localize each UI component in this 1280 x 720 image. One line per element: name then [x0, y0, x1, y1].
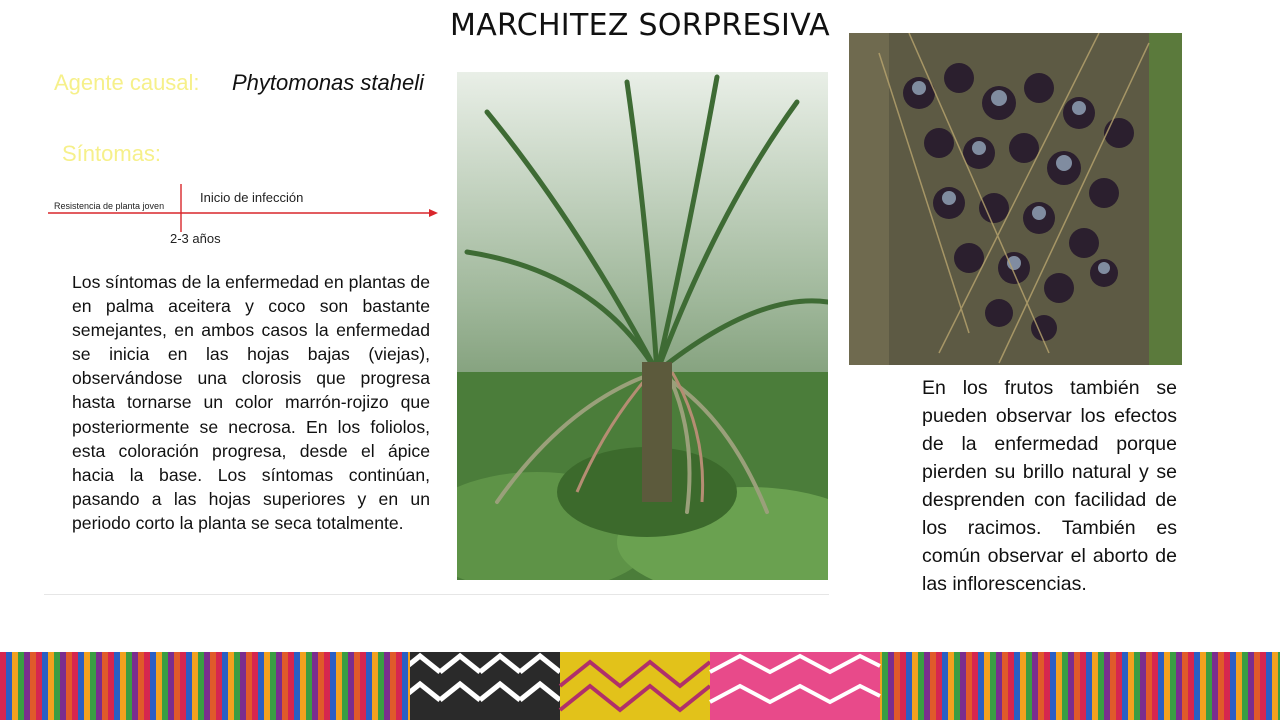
woven-textile-band	[0, 652, 1280, 720]
slide-title: MARCHITEZ SORPRESIVA	[450, 8, 830, 43]
causal-agent-value: Phytomonas staheli	[232, 70, 424, 95]
fruit-bunch-photo	[849, 33, 1182, 365]
timeline-years-label: 2-3 años	[170, 231, 221, 246]
causal-agent-label: Agente causal:	[54, 70, 200, 95]
divider	[44, 594, 829, 595]
timeline-start-label: Inicio de infección	[200, 190, 304, 205]
symptoms-label: Síntomas:	[62, 141, 162, 166]
fruit-paragraph: En los frutos también se pueden observar los efectos de la enfermedad porque pierden su brillo natural y se desprenden con facilidad de los racimos. También es común observar el aborto de las inflorescencias.	[922, 377, 1177, 595]
timeline-arrowhead	[429, 209, 438, 217]
symptoms-paragraph: Los síntomas de la enfermedad en plantas de en palma aceitera y coco son bastante semejantes, en ambos casos la enfermedad se inicia en las hojas bajas (viejas), observándose una clorosis que progresa hasta tornarse un color marrón-rojizo que posteriormente se necrosa. En los foliolos, esta coloración progresa, desde el ápice hacia la base. Los síntomas continúan, pasando a las hojas superiores y en un periodo corto la planta se seca totalmente.	[72, 272, 430, 533]
palm-tree-photo	[457, 72, 828, 580]
timeline-before-label: Resistencia de planta joven	[54, 201, 165, 211]
